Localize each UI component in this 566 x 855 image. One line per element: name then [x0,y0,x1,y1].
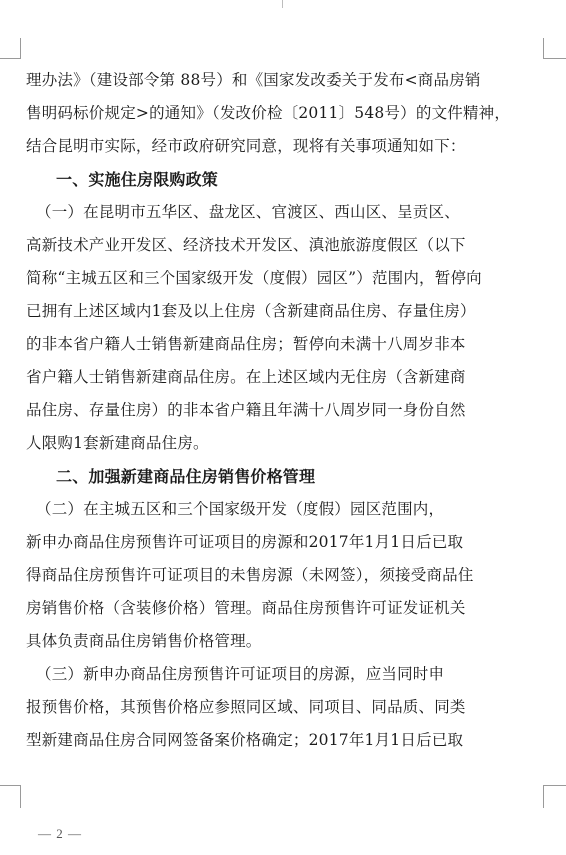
paragraph-line: 人限购1套新建商品住房。 [26,434,209,452]
paragraph-line: （一）在昆明市五华区、盘龙区、官渡区、西山区、呈贡区、 [36,203,460,221]
paragraph-line: 理办法》（建设部令第 88号）和《国家发改委关于发布<商品房销 [26,71,481,89]
paragraph-line: 高新技术产业开发区、经济技术开发区、滇池旅游度假区（以下 [26,236,466,254]
crop-mark-top-right [543,38,566,59]
page-number: — 2 — [38,826,82,841]
paragraph-line: 的非本省户籍人士销售新建商品住房；暂停向未满十八周岁非本 [26,335,466,353]
paragraph-line: 售明码标价规定>的通知》（发改价检〔2011〕548号）的文件精神， [26,104,511,122]
paragraph-line: 房销售价格（含装修价格）管理。商品住房预售许可证发证机关 [26,599,466,617]
paragraph-line: 结合昆明市实际，经市政府研究同意，现将有关事项通知如下： [26,137,466,155]
section-heading: 二、加强新建商品住房销售价格管理 [56,467,316,486]
paragraph-line: （三）新申办商品住房预售许可证项目的房源，应当同时申 [36,665,445,683]
paragraph-line: 简称“主城五区和三个国家级开发（度假）园区”）范围内，暂停向 [26,269,482,287]
paragraph-line: 报预售价格，其预售价格应参照同区域、同项目、同品质、同类 [26,698,466,716]
crop-mark-bottom-right [543,785,566,808]
paragraph-line: 省户籍人士销售新建商品住房。在上述区域内无住房（含新建商 [26,368,466,386]
page-top-marker [282,0,283,8]
paragraph-line: 得商品住房预售许可证项目的未售房源（未网签），须接受商品住 [26,566,474,584]
crop-mark-top-left [0,38,21,59]
paragraph-line: 具体负责商品住房销售价格管理。 [26,632,262,650]
paragraph-line: 已拥有上述区域内1套及以上住房（含新建商品住房、存量住房） [26,302,476,320]
section-heading: 一、实施住房限购政策 [56,170,219,189]
crop-mark-bottom-left [0,785,21,808]
paragraph-line: （二）在主城五区和三个国家级开发（度假）园区范围内， [36,500,445,518]
paragraph-line: 型新建商品住房合同网签备案价格确定；2017年1月1日后已取 [26,731,464,749]
paragraph-line: 品住房、存量住房）的非本省户籍且年满十八周岁同一身份自然 [26,401,466,419]
document-body [26,64,541,757]
paragraph-line: 新申办商品住房预售许可证项目的房源和2017年1月1日后已取 [26,533,464,551]
